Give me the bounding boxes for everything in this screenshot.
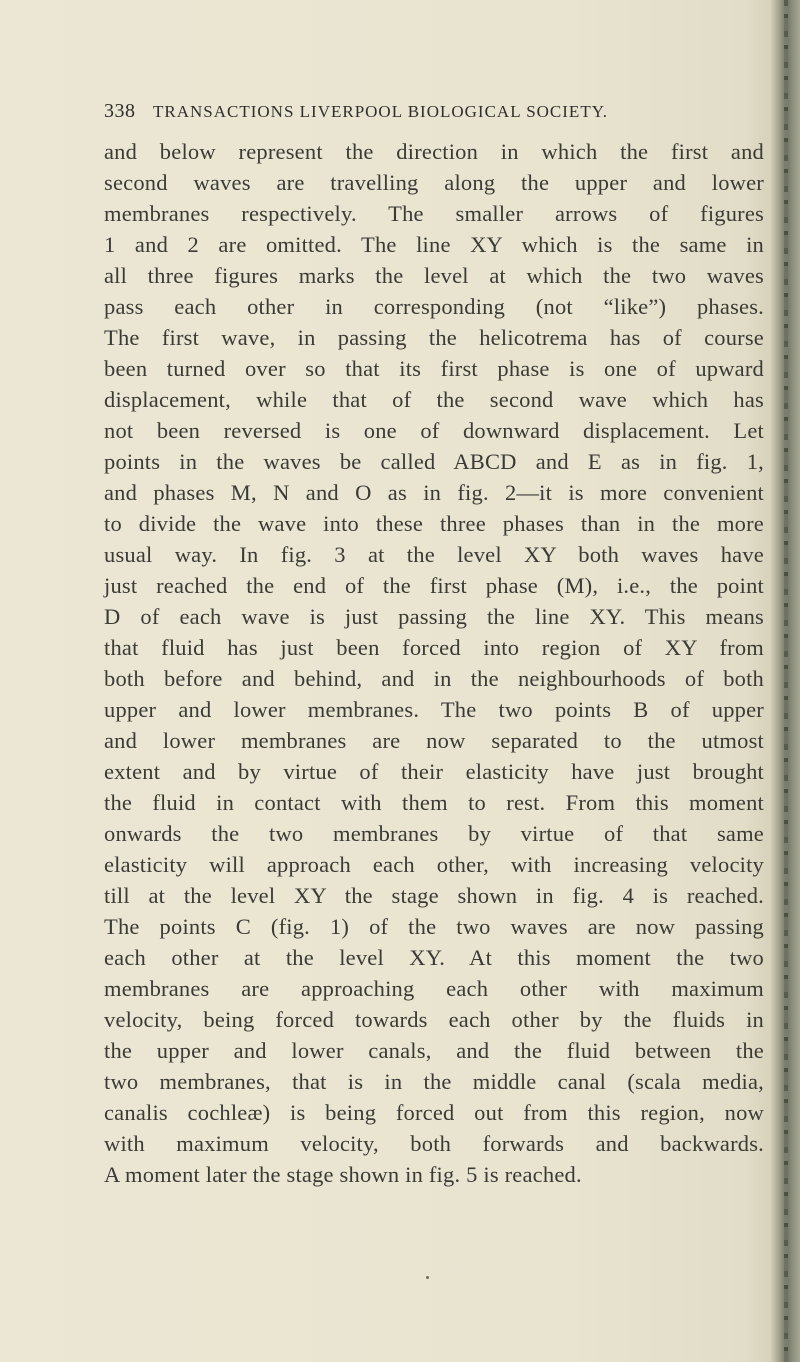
text-line: usual way. In fig. 3 at the level XY both waves have bbox=[104, 542, 764, 567]
text-line: two membranes, that is in the middle canal (scala media, bbox=[104, 1069, 764, 1094]
text-line: that fluid has just been forced into region of XY from bbox=[104, 635, 764, 660]
text-line: all three figures marks the level at which the two waves bbox=[104, 263, 764, 288]
text-line: both before and behind, and in the neighbourhoods of both bbox=[104, 666, 764, 691]
print-speck bbox=[426, 1276, 429, 1279]
text-line: and lower membranes are now separated to the utmost bbox=[104, 728, 764, 753]
text-line: just reached the end of the first phase (M), i.e., the point bbox=[104, 573, 764, 598]
page-number: 338 bbox=[104, 100, 136, 122]
text-line: and phases M, N and O as in fig. 2—it is more convenient bbox=[104, 480, 764, 505]
body-paragraph bbox=[104, 136, 764, 1190]
running-header bbox=[104, 100, 724, 123]
text-line: A moment later the stage shown in fig. 5 is reached. bbox=[104, 1162, 582, 1187]
text-line: The points C (fig. 1) of the two waves are now passing bbox=[104, 914, 764, 939]
text-line: upper and lower membranes. The two points B of upper bbox=[104, 697, 764, 722]
text-line: been turned over so that its first phase is one of upward bbox=[104, 356, 764, 381]
text-line: till at the level XY the stage shown in fig. 4 is reached. bbox=[104, 883, 764, 908]
text-line: points in the waves be called ABCD and E as in fig. 1, bbox=[104, 449, 764, 474]
page-binding-edge bbox=[770, 0, 800, 1362]
text-line: each other at the level XY. At this moment the two bbox=[104, 945, 764, 970]
text-line: to divide the wave into these three phases than in the more bbox=[104, 511, 764, 536]
text-line: D of each wave is just passing the line XY. This means bbox=[104, 604, 764, 629]
text-line: second waves are travelling along the upper and lower bbox=[104, 170, 764, 195]
text-line: the upper and lower canals, and the fluid between the bbox=[104, 1038, 764, 1063]
text-line: elasticity will approach each other, with increasing velocity bbox=[104, 852, 764, 877]
text-line: and below represent the direction in which the first and bbox=[104, 139, 764, 164]
text-line: displacement, while that of the second wave which has bbox=[104, 387, 764, 412]
text-line: 1 and 2 are omitted. The line XY which is the same in bbox=[104, 232, 764, 257]
text-line: membranes respectively. The smaller arrows of figures bbox=[104, 201, 764, 226]
text-line: the fluid in contact with them to rest. From this moment bbox=[104, 790, 764, 815]
text-line: extent and by virtue of their elasticity have just brought bbox=[104, 759, 764, 784]
text-line: pass each other in corresponding (not “like”) phases. bbox=[104, 294, 764, 319]
text-line: membranes are approaching each other with maximum bbox=[104, 976, 764, 1001]
text-line: The first wave, in passing the helicotrema has of course bbox=[104, 325, 764, 350]
text-line: not been reversed is one of downward displacement. Let bbox=[104, 418, 764, 443]
text-line: onwards the two membranes by virtue of that same bbox=[104, 821, 764, 846]
text-line: velocity, being forced towards each other by the fluids in bbox=[104, 1007, 764, 1032]
text-line: with maximum velocity, both forwards and backwards. bbox=[104, 1131, 764, 1156]
text-line: canalis cochleæ) is being forced out from this region, now bbox=[104, 1100, 764, 1125]
running-title: TRANSACTIONS LIVERPOOL BIOLOGICAL SOCIETY. bbox=[153, 102, 609, 121]
